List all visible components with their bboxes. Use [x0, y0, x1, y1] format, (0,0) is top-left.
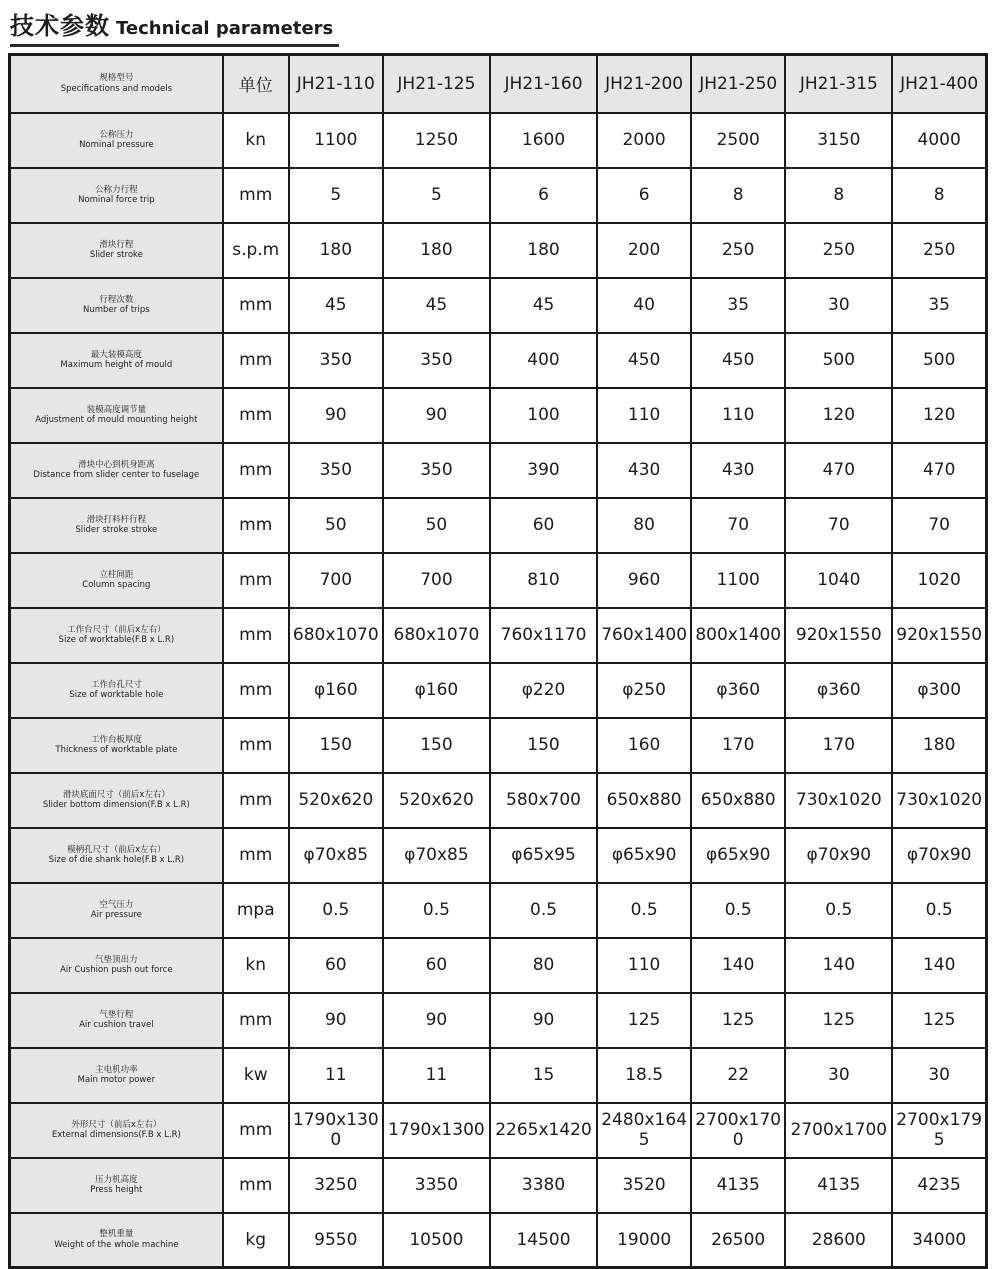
value-cell: 470 — [785, 443, 892, 498]
model-header-cell: JH21-250 — [691, 55, 785, 113]
value-cell: 60 — [289, 938, 383, 993]
row-unit-cell: s.p.m — [223, 223, 289, 278]
table-row — [10, 883, 987, 938]
row-label-zh: 整机重量 — [99, 1229, 134, 1240]
row-unit-cell: mm — [223, 278, 289, 333]
value-cell: 125 — [691, 993, 785, 1048]
row-label-en: Slider stroke stroke — [75, 525, 158, 536]
value-cell: 1100 — [289, 113, 383, 168]
value-cell: 10500 — [383, 1213, 490, 1268]
table-row — [10, 993, 987, 1048]
value-cell: 60 — [490, 498, 597, 553]
table-row — [10, 443, 987, 498]
value-cell: 6 — [490, 168, 597, 223]
value-cell: 3380 — [490, 1158, 597, 1213]
value-cell: 3520 — [597, 1158, 691, 1213]
table-row — [10, 1158, 987, 1213]
value-cell: 170 — [691, 718, 785, 773]
value-cell: 4235 — [892, 1158, 986, 1213]
header-row — [10, 55, 987, 113]
value-cell: 1100 — [691, 553, 785, 608]
row-label-en: Size of die shank hole(F.B x L.R) — [48, 855, 185, 866]
row-unit-cell: mm — [223, 828, 289, 883]
value-cell: 150 — [490, 718, 597, 773]
row-label-cell — [10, 333, 223, 388]
row-label-cell — [10, 773, 223, 828]
row-label-zh: 滑块打料杆行程 — [86, 514, 147, 525]
value-cell: 70 — [892, 498, 986, 553]
row-unit-cell: kn — [223, 113, 289, 168]
table-row — [10, 223, 987, 278]
value-cell: 150 — [383, 718, 490, 773]
value-cell: 520x620 — [289, 773, 383, 828]
value-cell: 810 — [490, 553, 597, 608]
value-cell: 350 — [289, 443, 383, 498]
row-label-zh: 压力机高度 — [95, 1174, 138, 1185]
row-label-cell — [10, 553, 223, 608]
row-label-en: External dimensions(F.B x L.R) — [51, 1130, 181, 1141]
row-unit-cell: mm — [223, 993, 289, 1048]
row-label-en: Press height — [90, 1185, 143, 1196]
value-cell: 9550 — [289, 1213, 383, 1268]
value-cell: 35 — [892, 278, 986, 333]
value-cell: 35 — [691, 278, 785, 333]
value-cell: 45 — [490, 278, 597, 333]
row-label-cell — [10, 443, 223, 498]
value-cell: 14500 — [490, 1213, 597, 1268]
row-label-cell — [10, 608, 223, 663]
table-row — [10, 663, 987, 718]
value-cell: 80 — [490, 938, 597, 993]
model-header-cell: JH21-125 — [383, 55, 490, 113]
value-cell: 120 — [892, 388, 986, 443]
row-label-cell — [10, 168, 223, 223]
value-cell: 90 — [289, 993, 383, 1048]
value-cell: 3350 — [383, 1158, 490, 1213]
row-label-cell — [10, 938, 223, 993]
value-cell: 680x1070 — [383, 608, 490, 663]
row-label-en: Air Cushion push out force — [60, 965, 173, 976]
table-row — [10, 553, 987, 608]
value-cell: 8 — [892, 168, 986, 223]
row-label-zh: 公称力行程 — [95, 184, 138, 195]
value-cell: 160 — [597, 718, 691, 773]
value-cell: 18.5 — [597, 1048, 691, 1103]
value-cell: 140 — [691, 938, 785, 993]
value-cell: 700 — [289, 553, 383, 608]
value-cell: 90 — [383, 388, 490, 443]
value-cell: φ360 — [785, 663, 892, 718]
row-label-zh: 空气压力 — [99, 899, 134, 910]
value-cell: 1790x1300 — [383, 1103, 490, 1158]
row-label-cell — [10, 1048, 223, 1103]
page-title — [10, 6, 339, 47]
table-row — [10, 773, 987, 828]
row-label-en: Size of worktable hole — [69, 690, 164, 701]
row-label-cell — [10, 1213, 223, 1268]
value-cell: φ65x90 — [691, 828, 785, 883]
value-cell: 450 — [691, 333, 785, 388]
value-cell: φ70x85 — [383, 828, 490, 883]
value-cell: 2000 — [597, 113, 691, 168]
value-cell: 22 — [691, 1048, 785, 1103]
row-unit-cell: kg — [223, 1213, 289, 1268]
row-label-en: Adjustment of mould mounting height — [35, 415, 198, 426]
value-cell: 0.5 — [597, 883, 691, 938]
value-cell: 50 — [383, 498, 490, 553]
value-cell: 2700x1700 — [691, 1103, 785, 1158]
value-cell: 920x1550 — [785, 608, 892, 663]
row-label-en: Number of trips — [82, 305, 150, 316]
value-cell: 110 — [691, 388, 785, 443]
row-label-zh: 滑块行程 — [99, 239, 134, 250]
value-cell: φ160 — [289, 663, 383, 718]
value-cell: φ70x90 — [785, 828, 892, 883]
row-label-en: Main motor power — [77, 1075, 156, 1086]
value-cell: 500 — [785, 333, 892, 388]
value-cell: φ65x95 — [490, 828, 597, 883]
value-cell: 180 — [490, 223, 597, 278]
value-cell: φ65x90 — [597, 828, 691, 883]
row-label-cell — [10, 223, 223, 278]
value-cell: 28600 — [785, 1213, 892, 1268]
value-cell: 90 — [289, 388, 383, 443]
value-cell: 120 — [785, 388, 892, 443]
value-cell: 30 — [785, 1048, 892, 1103]
row-unit-cell: mm — [223, 608, 289, 663]
table-row — [10, 113, 987, 168]
value-cell: 430 — [597, 443, 691, 498]
value-cell: φ160 — [383, 663, 490, 718]
value-cell: 1790x1300 — [289, 1103, 383, 1158]
row-label-zh: 公称压力 — [99, 129, 134, 140]
row-label-en: Air pressure — [90, 910, 142, 921]
value-cell: 70 — [785, 498, 892, 553]
row-label-cell — [10, 388, 223, 443]
row-label-cell — [10, 828, 223, 883]
value-cell: 650x880 — [691, 773, 785, 828]
row-label-zh: 最大装模高度 — [90, 349, 142, 360]
row-label-en: Air cushion travel — [79, 1020, 154, 1031]
table-row — [10, 718, 987, 773]
value-cell: 45 — [383, 278, 490, 333]
value-cell: 125 — [785, 993, 892, 1048]
row-label-cell — [10, 1103, 223, 1158]
row-unit-cell: kw — [223, 1048, 289, 1103]
value-cell: 8 — [691, 168, 785, 223]
value-cell: 3150 — [785, 113, 892, 168]
row-label-en: Distance from slider center to fuselage — [33, 470, 200, 481]
table-row — [10, 333, 987, 388]
row-label-zh: 工作台孔尺寸 — [90, 679, 142, 690]
value-cell: 1600 — [490, 113, 597, 168]
value-cell: 4000 — [892, 113, 986, 168]
table-row — [10, 828, 987, 883]
row-label-en: Nominal force trip — [78, 195, 155, 206]
value-cell: 730x1020 — [785, 773, 892, 828]
row-label-cell — [10, 1158, 223, 1213]
value-cell: 800x1400 — [691, 608, 785, 663]
row-unit-cell: mpa — [223, 883, 289, 938]
row-label-en: Nominal pressure — [79, 140, 154, 151]
value-cell: 19000 — [597, 1213, 691, 1268]
value-cell: 450 — [597, 333, 691, 388]
value-cell: 45 — [289, 278, 383, 333]
model-header-cell: JH21-110 — [289, 55, 383, 113]
row-unit-cell: mm — [223, 333, 289, 388]
row-label-cell — [10, 883, 223, 938]
value-cell: 0.5 — [490, 883, 597, 938]
value-cell: 30 — [785, 278, 892, 333]
value-cell: 140 — [892, 938, 986, 993]
table-row — [10, 278, 987, 333]
value-cell: φ360 — [691, 663, 785, 718]
value-cell: 700 — [383, 553, 490, 608]
row-label-en: Thickness of worktable plate — [55, 745, 178, 756]
row-label-en: Slider bottom dimension(F.B x L.R) — [42, 800, 190, 811]
value-cell: 250 — [691, 223, 785, 278]
value-cell: 0.5 — [892, 883, 986, 938]
row-label-zh: 装模高度调节量 — [86, 404, 147, 415]
value-cell: 920x1550 — [892, 608, 986, 663]
value-cell: φ70x85 — [289, 828, 383, 883]
technical-parameters-table — [8, 53, 988, 1269]
row-label-zh: 立柱间距 — [99, 569, 134, 580]
row-label-zh: 工作台板厚度 — [90, 734, 142, 745]
value-cell: 170 — [785, 718, 892, 773]
row-unit-cell: mm — [223, 388, 289, 443]
value-cell: 4135 — [785, 1158, 892, 1213]
value-cell: 730x1020 — [892, 773, 986, 828]
value-cell: 430 — [691, 443, 785, 498]
model-header-cell: JH21-400 — [892, 55, 986, 113]
value-cell: 30 — [892, 1048, 986, 1103]
value-cell: 180 — [289, 223, 383, 278]
value-cell: 580x700 — [490, 773, 597, 828]
value-cell: 110 — [597, 388, 691, 443]
value-cell: 180 — [383, 223, 490, 278]
row-label-zh: 气垫顶出力 — [95, 954, 138, 965]
value-cell: 650x880 — [597, 773, 691, 828]
row-label-zh: 工作台尺寸（前后x左右） — [67, 624, 166, 635]
page-title-zh: 技术参数 — [10, 12, 110, 40]
model-header-cell: JH21-160 — [490, 55, 597, 113]
value-cell: 680x1070 — [289, 608, 383, 663]
value-cell: 3250 — [289, 1158, 383, 1213]
row-label-en: Maximum height of mould — [60, 360, 173, 371]
row-unit-cell: kn — [223, 938, 289, 993]
value-cell: 11 — [383, 1048, 490, 1103]
value-cell: 350 — [383, 443, 490, 498]
value-cell: 60 — [383, 938, 490, 993]
row-label-zh: 外形尺寸（前后x左右） — [71, 1119, 162, 1130]
value-cell: 125 — [597, 993, 691, 1048]
value-cell: 150 — [289, 718, 383, 773]
table-row — [10, 388, 987, 443]
spec-header-cell — [10, 55, 223, 113]
value-cell: 2265x1420 — [490, 1103, 597, 1158]
row-label-en: Column spacing — [82, 580, 151, 591]
row-unit-cell: mm — [223, 168, 289, 223]
value-cell: 26500 — [691, 1213, 785, 1268]
value-cell: 1020 — [892, 553, 986, 608]
model-header-cell: JH21-315 — [785, 55, 892, 113]
value-cell: 250 — [892, 223, 986, 278]
value-cell: 11 — [289, 1048, 383, 1103]
row-label-zh: 滑块中心到机身距离 — [78, 459, 155, 470]
row-label-cell — [10, 718, 223, 773]
row-label-cell — [10, 993, 223, 1048]
row-unit-cell: mm — [223, 1103, 289, 1158]
value-cell: 6 — [597, 168, 691, 223]
value-cell: φ250 — [597, 663, 691, 718]
row-label-zh: 气垫行程 — [99, 1009, 134, 1020]
table-row — [10, 498, 987, 553]
value-cell: 40 — [597, 278, 691, 333]
value-cell: 0.5 — [289, 883, 383, 938]
value-cell: 5 — [383, 168, 490, 223]
row-label-cell — [10, 278, 223, 333]
row-unit-cell: mm — [223, 718, 289, 773]
row-label-zh: 滑块底面尺寸（前后x左右） — [62, 789, 170, 800]
row-label-zh: 行程次数 — [99, 294, 134, 305]
spec-header-en: Specifications and models — [60, 84, 172, 95]
row-unit-cell: mm — [223, 498, 289, 553]
value-cell: 90 — [383, 993, 490, 1048]
value-cell: 350 — [383, 333, 490, 388]
row-label-cell — [10, 498, 223, 553]
value-cell: 100 — [490, 388, 597, 443]
row-unit-cell: mm — [223, 553, 289, 608]
value-cell: 400 — [490, 333, 597, 388]
value-cell: 200 — [597, 223, 691, 278]
value-cell: 760x1400 — [597, 608, 691, 663]
value-cell: 960 — [597, 553, 691, 608]
value-cell: φ300 — [892, 663, 986, 718]
value-cell: 2500 — [691, 113, 785, 168]
value-cell: 140 — [785, 938, 892, 993]
table-row — [10, 1213, 987, 1268]
model-header-cell: JH21-200 — [597, 55, 691, 113]
value-cell: 80 — [597, 498, 691, 553]
value-cell: 0.5 — [785, 883, 892, 938]
value-cell: 2700x1700 — [785, 1103, 892, 1158]
value-cell: 1250 — [383, 113, 490, 168]
value-cell: 90 — [490, 993, 597, 1048]
value-cell: 500 — [892, 333, 986, 388]
value-cell: 520x620 — [383, 773, 490, 828]
value-cell: 390 — [490, 443, 597, 498]
table-row — [10, 168, 987, 223]
value-cell: 350 — [289, 333, 383, 388]
row-unit-cell: mm — [223, 443, 289, 498]
table-row — [10, 1048, 987, 1103]
row-label-zh: 主电机功率 — [95, 1064, 138, 1075]
row-label-en: Weight of the whole machine — [54, 1239, 179, 1250]
value-cell: 5 — [289, 168, 383, 223]
value-cell: 8 — [785, 168, 892, 223]
table-row — [10, 1103, 987, 1158]
value-cell: 110 — [597, 938, 691, 993]
table-row — [10, 938, 987, 993]
row-label-zh: 模柄孔尺寸（前后x左右） — [67, 844, 166, 855]
row-label-cell — [10, 113, 223, 168]
value-cell: 0.5 — [383, 883, 490, 938]
value-cell: 15 — [490, 1048, 597, 1103]
row-unit-cell: mm — [223, 773, 289, 828]
value-cell: φ70x90 — [892, 828, 986, 883]
value-cell: 4135 — [691, 1158, 785, 1213]
value-cell: 0.5 — [691, 883, 785, 938]
row-unit-cell: mm — [223, 663, 289, 718]
value-cell: φ220 — [490, 663, 597, 718]
value-cell: 2480x1645 — [597, 1103, 691, 1158]
value-cell: 34000 — [892, 1213, 986, 1268]
unit-header-cell: 单位 — [223, 55, 289, 113]
row-label-en: Size of worktable(F.B x L.R) — [58, 635, 175, 646]
value-cell: 2700x1795 — [892, 1103, 986, 1158]
page-title-en: Technical parameters — [116, 18, 334, 39]
value-cell: 1040 — [785, 553, 892, 608]
value-cell: 760x1170 — [490, 608, 597, 663]
row-label-en: Slider stroke — [89, 250, 143, 261]
table-row — [10, 608, 987, 663]
row-label-cell — [10, 663, 223, 718]
value-cell: 470 — [892, 443, 986, 498]
spec-header-zh: 规格型号 — [99, 73, 134, 84]
value-cell: 250 — [785, 223, 892, 278]
row-unit-cell: mm — [223, 1158, 289, 1213]
value-cell: 50 — [289, 498, 383, 553]
value-cell: 180 — [892, 718, 986, 773]
value-cell: 70 — [691, 498, 785, 553]
value-cell: 125 — [892, 993, 986, 1048]
